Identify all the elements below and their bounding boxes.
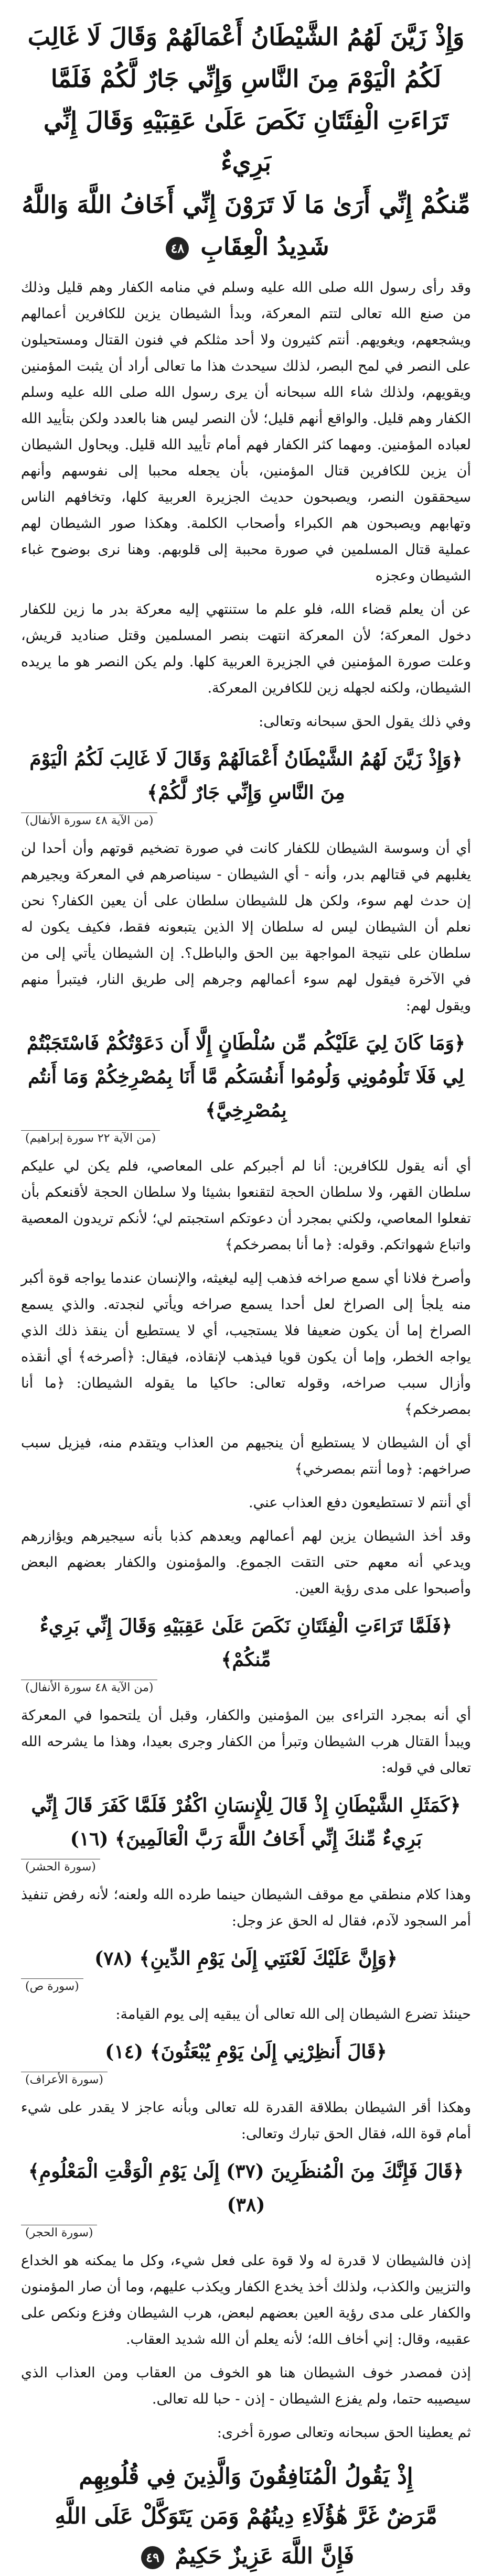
paragraph: عن أن يعلم قضاء الله، فلو علم ما ستنتهي إليه معركة بدر ما زين للكفار دخول المعركة؛ لأن المعركة انتهت بنصر المسلمين وقتل صناديد قريش، وعلت صورة المؤمنين في الجزيرة العربية كلها. ولم يكن النصر هو ما يريده الشيطان، ولكنه لجهله زين للكافرين المعركة.: [21, 601, 471, 696]
quote-source: [21, 1978, 471, 1994]
quote-source-text: (من الآية ٢٢ سورة إبراهيم): [21, 1130, 160, 1146]
quote-source-text: (سورة الحشر): [21, 1859, 100, 1875]
paragraph: أي أنه بمجرد التراءى بين المؤمنين والكفار، وقبل أن يلتحموا في المعركة ويبدأ القتال هرب الشيطان وتبرأ من الكفار وجرى بعيدا، وهذا ما يشرحه الله تعالى في قوله:: [21, 1707, 471, 1776]
verse-line: مِّنكُمْ إِنِّي أَرَىٰ مَا لَا تَرَوْنَ إِنِّي أَخَافُ اللَّهَ وَاللَّهُ: [22, 190, 470, 219]
paragraph: وقد أخذ الشيطان يزين لهم أعمالهم ويعدهم كذبا بأنه سيجيرهم ويؤازرهم ويدعي أنه معهم حتى التقت الجموع. والمؤمنون والكفار بعضهم البعض وأصبحوا على مدى رؤية العين.: [21, 1528, 471, 1597]
quran-quote: ﴿قَالَ فَإِنَّكَ مِنَ الْمُنظَرِينَ (٣٧) إِلَىٰ يَوْمِ الْوَقْتِ الْمَعْلُومِ﴾ (٣٨): [28, 2160, 464, 2216]
verse-line: إِذْ يَقُولُ الْمُنَافِقُونَ وَالَّذِينَ فِي قُلُوبِهِم: [79, 2463, 413, 2489]
quote-source-text: (سورة الحجر): [21, 2225, 97, 2241]
paragraph: وأصرخ فلانا أي سمع صراخه فذهب إليه ليغيثه، والإنسان عندما يواجه قوة أكبر منه يلجأ إلى الصراخ لعل أحدا يسمع صراخه ويأتي لنجدته. والذي يسمع الصراخ إما أن يكون ضعيفا فلا يستجيب، أي لا يستطيع أن ينقذ ذلك الذي يواجه الخطر، وإما أن يكون قويا فيذهب لإنقاذه، فيقال: ﴿أصرخه﴾ أي أنقذه وأزال سبب صراخه، وقوله تعالى: حاكيا ما يقوله الشيطان: ﴿ما أنا بمصرخكم﴾: [21, 1270, 471, 1417]
opening-verse: [21, 16, 471, 267]
quote-source-text: (من الآية ٤٨ سورة الأنفال): [21, 1680, 157, 1695]
verse-line: [21, 225, 471, 267]
verse-line: وَإِذْ زَيَّنَ لَهُمُ الشَّيْطَانُ أَعْمَالَهُمْ وَقَالَ لَا غَالِبَ: [27, 23, 465, 51]
paragraph: وقد رأى رسول الله صلى الله عليه وسلم في منامه الكفار وهم قليل وذلك من صنع الله تعالى لتتم المعركة، وبدأ الشيطان يزين للكافرين أعمالهم ويشجعهم، ويغويهم. أنتم كثيرون ولا أحد مثلكم في فنون القتال ومستحيلون على النصر في لمح البصر، لذلك سيحدث هذا ما تعالى أراد أن يثبت المؤمنين ويقويهم، ولذلك شاء الله سبحانه أن يرى رسول الله صلى الله عليه وسلم الكفار وهم قليل. والواقع أنهم قليل؛ لأن النصر ليس هنا بالعدد ولكن بتأييد الله لعباده المؤمنين. ومهما كثر الكفار فهم أمام تأييد الله قليل. ويحاول الشيطان أن يزين للكافرين قتال المؤمنين، بأن يجعله محببا إلى نفوسهم وأنهم سيحققون النصر، ويصبحون حديث الجزيرة العربية كلها، وتخافهم الناس وتهابهم ويصبحون هم الكبراء وأصحاب الكلمة. وهكذا صور الشيطان لهم عملية قتال المسلمين في صورة محببة إلى قلوبهم. وهنا نرى بوضوح غباء الشيطان وعجزه: [21, 279, 471, 584]
quran-quote: ﴿فَلَمَّا تَرَاءَتِ الْفِئَتَانِ نَكَصَ عَلَىٰ عَقِبَيْهِ وَقَالَ إِنِّي بَرِيءٌ مِّنكُمْ﴾: [39, 1615, 453, 1671]
verse-line: لَكُمُ الْيَوْمَ مِنَ النَّاسِ وَإِنِّي جَارٌ لَّكُمْ فَلَمَّا: [50, 64, 442, 93]
quote-source: [21, 1859, 471, 1875]
paragraph: ثم يعطينا الحق سبحانه وتعالى صورة أخرى:: [217, 2425, 471, 2441]
verse-number-badge: ٤٩: [141, 2546, 164, 2569]
intro-text: وفي ذلك يقول الحق سبحانه وتعالى:: [259, 713, 471, 730]
quran-quote: ﴿وَإِذْ زَيَّنَ لَهُمُ الشَّيْطَانُ أَعْمَالَهُمْ وَقَالَ لَا غَالِبَ لَكُمُ الْيَوْمَ مِنَ النَّاسِ وَإِنِّي جَارٌ لَّكُمْ﴾: [29, 748, 463, 804]
paragraph: أي أنتم لا تستطيعون دفع العذاب عني.: [249, 1495, 471, 1511]
quote-source: [21, 2072, 471, 2087]
quran-quote: ﴿وَمَا كَانَ لِيَ عَلَيْكُم مِّن سُلْطَانٍ إِلَّا أَن دَعَوْتُكُمْ فَاسْتَجَبْتُمْ لِي فَلَا تَلُومُونِي وَلُومُوا أَنفُسَكُم مَّا أَنَا بِمُصْرِخِكُمْ وَمَا أَنتُم بِمُصْرِخِيَّ﴾: [27, 1032, 465, 1121]
quran-quote: ﴿وَإِنَّ عَلَيْكَ لَعْنَتِي إِلَىٰ يَوْمِ الدِّينِ﴾ (٧٨): [94, 1947, 398, 1969]
quran-quote: ﴿قَالَ أَنظِرْنِي إِلَىٰ يَوْمِ يُبْعَثُونَ﴾ (١٤): [105, 2041, 387, 2063]
verse-line: تَرَاءَتِ الْفِئَتَانِ نَكَصَ عَلَىٰ عَقِبَيْهِ وَقَالَ إِنِّي بَرِيءٌ: [44, 106, 448, 177]
quote-source: [21, 1680, 471, 1695]
paragraph: أي أن الشيطان لا يستطيع أن ينجيهم من العذاب ويتقدم منه، فيزيل سبب صراخهم: ﴿وما أنتم بمصرخي﴾: [21, 1435, 471, 1477]
paragraph: إذن فمصدر خوف الشيطان هنا هو الخوف من العقاب ومن العذاب الذي سيصيبه حتما، ولم يفزع الشيطان - إذن - حبا لله تعالى.: [21, 2365, 471, 2407]
paragraph: أي أنه يقول للكافرين: أنا لم أجبركم على المعاصي، فلم يكن لي عليكم سلطان القهر، ولا سلطان الحجة لتقنعوا بشيئا ولا سلطان الحجة لأقنعكم بأن تفعلوا المعاصي، ولكني بمجرد أن دعوتكم استجبتم لي؛ لأنكم تريدون المعصية واتباع شهواتكم. وقوله: ﴿ما أنا بمصرخكم﴾: [21, 1158, 471, 1253]
verse-line-text: فَإِنَّ اللَّهَ عَزِيزٌ حَكِيمٌ: [175, 2543, 354, 2569]
verse-line: مَّرَضٌ غَرَّ هَٰؤُلَاءِ دِينُهُمْ وَمَن يَتَوَكَّلْ عَلَى اللَّهِ: [55, 2503, 437, 2529]
quote-source: [21, 1130, 471, 1146]
quran-quote: ﴿كَمَثَلِ الشَّيْطَانِ إِذْ قَالَ لِلْإِنسَانِ اكْفُرْ فَلَمَّا كَفَرَ قَالَ إِنِّي بَرِيءٌ مِّنكَ إِنِّي أَخَافُ اللَّهَ رَبَّ الْعَالَمِينَ﴾ (١٦): [31, 1794, 461, 1850]
verse-line-text: شَدِيدُ الْعِقَابِ: [200, 232, 329, 261]
quote-source: [21, 2225, 471, 2241]
paragraph: إذن فالشيطان لا قدرة له ولا قوة على فعل شيء، وكل ما يمكنه هو الخداع والتزيين والكذب، ولذلك أخذ يخدع الكفار ويكذب عليهم، وما أن صار المؤمنون والكفار على مدى رؤية العين بعضهم لبعض، هرب الشيطان وفزع ونكص على عقبيه، وقال: إني أخاف الله؛ لأنه يعلم أن الله شديد العقاب.: [21, 2253, 471, 2347]
quote-source-text: (من الآية ٤٨ سورة الأنفال): [21, 813, 157, 828]
quote-source: [21, 813, 471, 828]
closing-verse: [21, 2456, 471, 2576]
paragraph: وهكذا أقر الشيطان بطلاقة القدرة لله تعالى وبأنه عاجز لا يقدر على شيء أمام قوة الله، فقال الحق تبارك وتعالى:: [21, 2099, 471, 2142]
paragraph: أي أن وسوسة الشيطان للكفار كانت في صورة تضخيم قوتهم وأن أحدا لن يغلبهم في قتالهم بدر، وأنه - أي الشيطان - سيناصرهم في المعركة ويجيرهم إن حدث لهم سوء، ولكن هل للشيطان سلطان على أن يعين الكفار؟ نحن نعلم أن الشيطان ليس له سلطان إلا الذين يتبعونه فقط، فكيف يكون له سلطان على نتيجة المواجهة بين الحق والباطل؟. إن الشيطان يأتي إلى من في الآخرة فيقول لهم سوء أعمالهم وجرهم إلى طريق النار، فيتبرأ منهم ويقول لهم:: [21, 840, 471, 1014]
quote-source-text: (سورة ص): [21, 1978, 83, 1994]
quote-source-text: (سورة الأعراف): [21, 2072, 108, 2087]
paragraph: حينئذ تضرع الشيطان إلى الله تعالى أن يبقيه إلى يوم القيامة:: [115, 2006, 471, 2022]
verse-number-badge: ٤٨: [166, 237, 189, 260]
document-page: [21, 0, 471, 2569]
verse-line: [21, 2536, 471, 2576]
paragraph: وهذا كلام منطقي مع موقف الشيطان حينما طرده الله ولعنه؛ لأنه رفض تنفيذ أمر السجود لآدم، فقال له الحق عز وجل:: [21, 1887, 471, 1929]
